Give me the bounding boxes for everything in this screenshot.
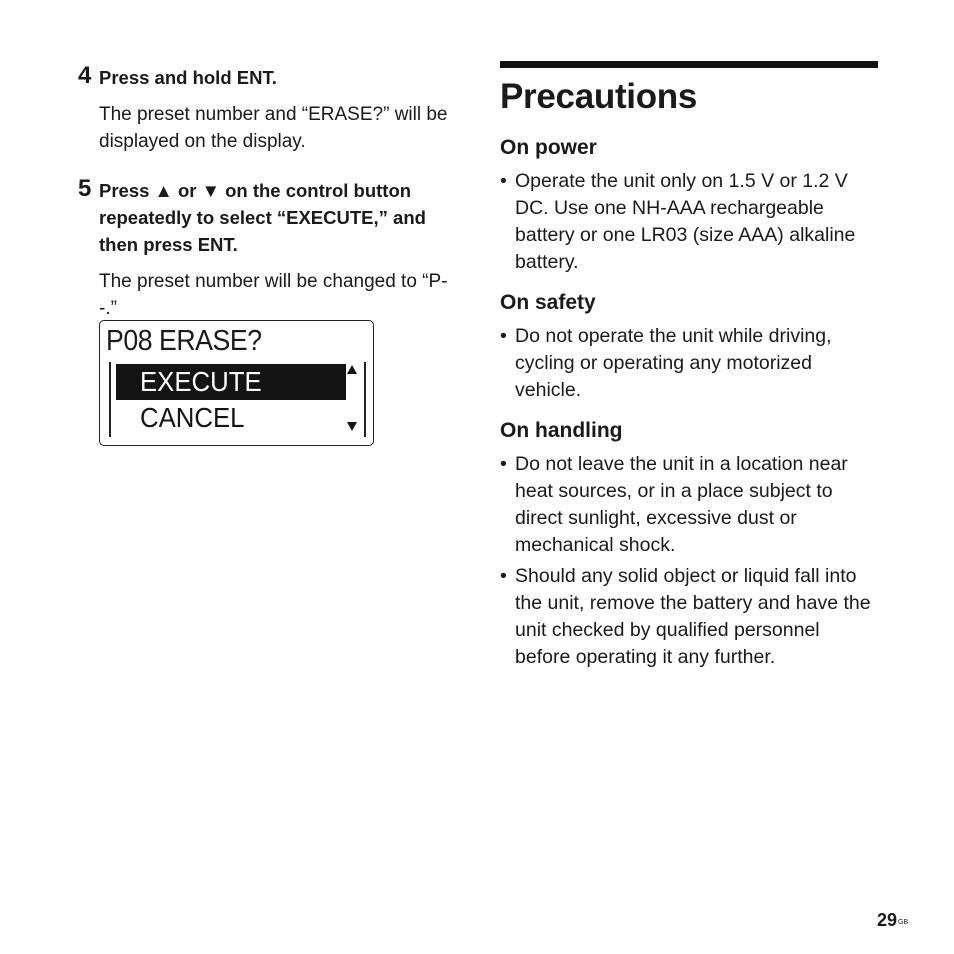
- lcd-option-label: CANCEL: [140, 402, 245, 433]
- step-body: The preset number and “ERASE?” will be displayed on the display.: [99, 104, 448, 152]
- step-4: [78, 64, 458, 155]
- bullet-list: [500, 451, 880, 671]
- section-heading: On power: [500, 136, 597, 159]
- right-column: [500, 61, 880, 675]
- left-column: [78, 60, 458, 322]
- lcd-menu-frame: [109, 362, 366, 437]
- page-number: [877, 909, 908, 931]
- scroll-up-arrow-icon: [347, 365, 357, 374]
- step-heading: Press ▲ or ▼ on the control button repeatedly to select “EXECUTE,” and then press ENT.: [99, 180, 426, 255]
- page-number-value: 29: [877, 910, 898, 930]
- section-on-handling: [500, 417, 880, 671]
- bullet-list: [500, 323, 880, 404]
- section-on-power: [500, 134, 880, 276]
- page-number-suffix: GB: [898, 919, 909, 926]
- bullet-item: • Operate the unit only on 1.5 V or 1.2 V DC. Use one NH-AAA rechargeable battery or one LR03 (size AAA) alkaline battery.: [500, 168, 880, 276]
- bullet-item: • Should any solid object or liquid fall into the unit, remove the battery and have the unit checked by qualified personnel before operating it any further.: [500, 563, 880, 671]
- step-5: [78, 177, 458, 322]
- bullet-list: [500, 168, 880, 276]
- step-heading: Press and hold ENT.: [99, 67, 277, 88]
- section-on-safety: [500, 289, 880, 404]
- page-title: Precautions: [500, 77, 698, 116]
- bullet-item: • Do not operate the unit while driving, cycling or operating any motorized vehicle.: [500, 323, 880, 404]
- step-number: 5: [78, 175, 92, 202]
- lcd-option-execute: [116, 364, 346, 400]
- lcd-title: P08 ERASE?: [106, 325, 262, 357]
- step-number: 4: [78, 62, 92, 89]
- step-body: The preset number will be changed to “P- -.”: [99, 271, 448, 319]
- section-heading: On handling: [500, 419, 623, 442]
- lcd-display-illustration: [99, 320, 374, 446]
- title-rule: [500, 61, 878, 68]
- lcd-option-label: EXECUTE: [140, 366, 262, 397]
- lcd-option-cancel: [116, 400, 346, 436]
- bullet-item: • Do not leave the unit in a location near heat sources, or in a place subject to direct sunlight, excessive dust or mechanical shock.: [500, 451, 880, 559]
- scroll-down-arrow-icon: [347, 422, 357, 431]
- section-heading: On safety: [500, 291, 596, 314]
